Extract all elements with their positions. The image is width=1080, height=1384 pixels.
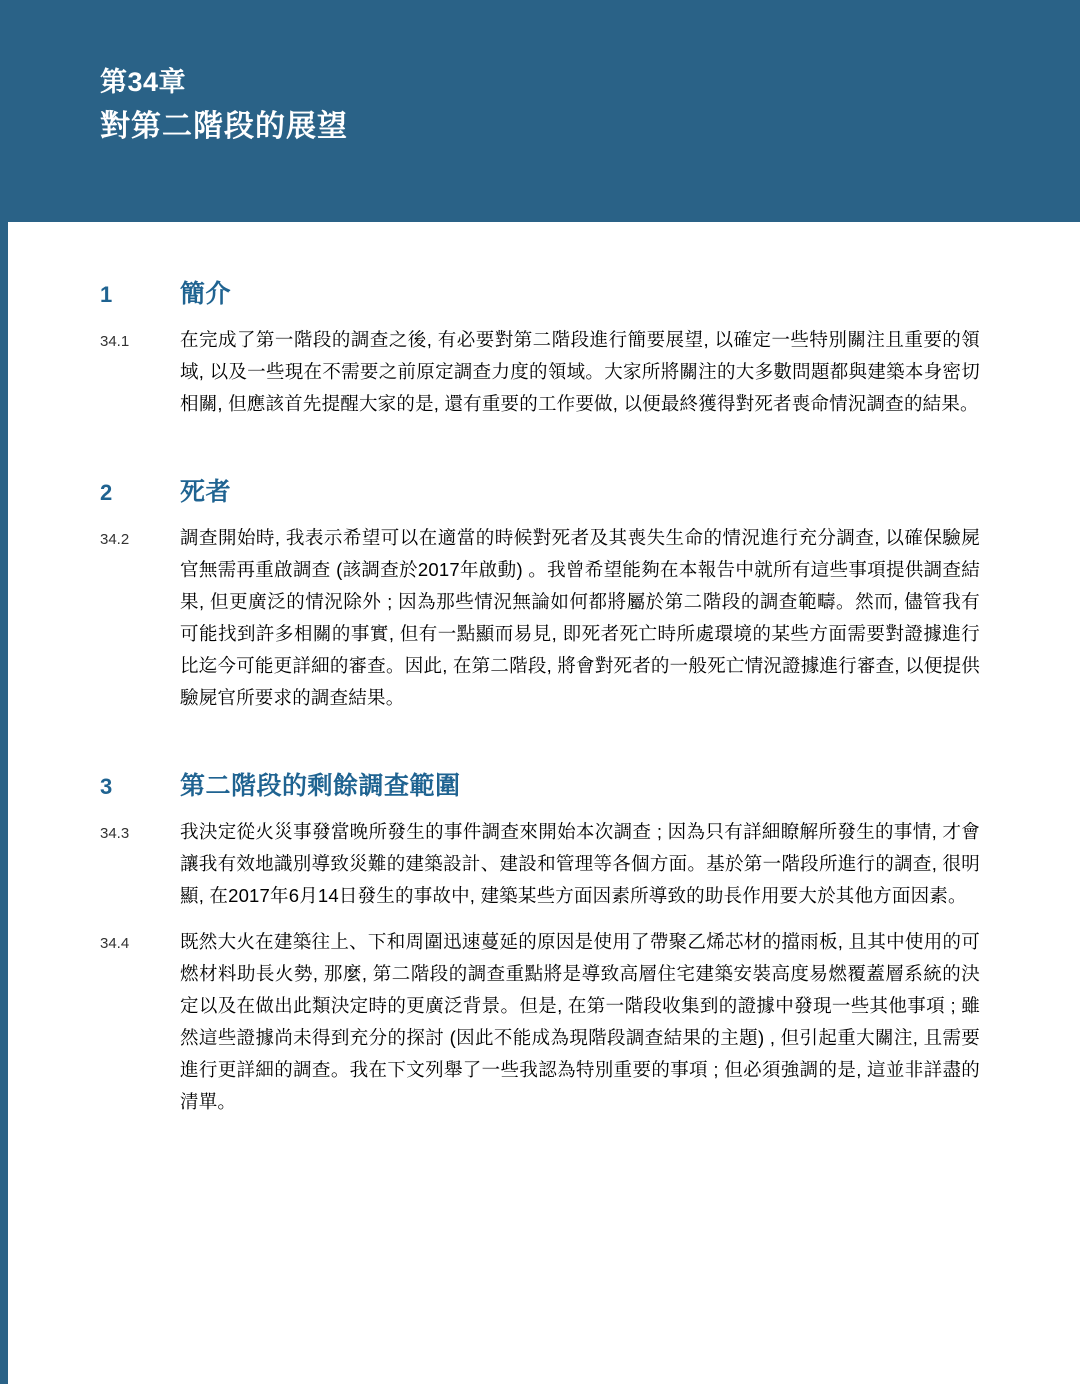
- section-2: [0, 472, 1080, 714]
- paragraph: [0, 324, 1080, 420]
- paragraph: [0, 816, 1080, 912]
- document-body: [0, 222, 1080, 1124]
- chapter-title: 對第二階段的展望: [100, 110, 348, 143]
- paragraph: [0, 926, 1080, 1118]
- chapter-number: 第34章: [100, 67, 187, 97]
- paragraph-text: 在完成了第一階段的調查之後, 有必要對第二階段進行簡要展望, 以確定一些特別關注且重要的領域, 以及一些現在不需要之前原定調查力度的領域。大家所將關注的大多數問題都與建築本身密切相關, 但應該首先提醒大家的是, 還有重要的工作要做, 以便最終獲得對死者喪命情況調查的結果。: [180, 329, 980, 414]
- section-heading: [0, 472, 1080, 508]
- paragraph-number: 34.2: [100, 531, 130, 548]
- section-heading: [0, 766, 1080, 802]
- section-title: 第二階段的剩餘調查範圍: [180, 772, 461, 800]
- paragraph-number: 34.3: [100, 825, 130, 842]
- section-1: [0, 274, 1080, 420]
- paragraph-number: 34.1: [100, 333, 130, 350]
- paragraph-text: 既然大火在建築往上、下和周圍迅速蔓延的原因是使用了帶聚乙烯芯材的擋雨板, 且其中使用的可燃材料助長火勢, 那麼, 第二階段的調查重點將是導致高層住宅建築安裝高度易燃覆蓋層系統的決定以及在做出此類決定時的更廣泛背景。但是, 在第一階段收集到的證據中發現一些其他事項 ; 雖然這些證據尚未得到充分的探討 (因此不能成為現階段調查結果的主題) , 但引起重大關注, 且需要進行更詳細的調查。我在下文列舉了一些我認為特別重要的事項 ; 但必須強調的是, 這並非詳盡的清單。: [180, 931, 980, 1112]
- section-3: [0, 766, 1080, 1118]
- section-number: 3: [100, 774, 113, 799]
- section-number: 2: [100, 480, 113, 505]
- paragraph-text: 我決定從火災事發當晚所發生的事件調查來開始本次調查 ; 因為只有詳細瞭解所發生的事情, 才會讓我有效地識別導致災難的建築設計、建設和管理等各個方面。基於第一階段所進行的調查, 很明顯, 在2017年6月14日發生的事故中, 建築某些方面因素所導致的助長作用要大於其他方面因素。: [180, 821, 980, 906]
- section-title: 死者: [180, 478, 232, 506]
- paragraph: [0, 522, 1080, 714]
- section-title: 簡介: [180, 280, 232, 308]
- section-number: 1: [100, 282, 113, 307]
- paragraph-number: 34.4: [100, 935, 130, 952]
- chapter-header-text: [100, 60, 348, 150]
- section-heading: [0, 274, 1080, 310]
- paragraph-text: 調查開始時, 我表示希望可以在適當的時候對死者及其喪失生命的情況進行充分調查, 以確保驗屍官無需再重啟調查 (該調查於2017年啟動) 。我曾希望能夠在本報告中就所有這些事項提供調查結果, 但更廣泛的情況除外 ; 因為那些情況無論如何都將屬於第二階段的調查範疇。然而, 儘管我有可能找到許多相關的事實, 但有一點顯而易見, 即死者死亡時所處環境的某些方面需要對證據進行比迄今可能更詳細的審查。因此, 在第二階段, 將會對死者的一般死亡情況證據進行審查, 以便提供驗屍官所要求的調查結果。: [180, 527, 980, 708]
- chapter-header-band: [0, 0, 1080, 222]
